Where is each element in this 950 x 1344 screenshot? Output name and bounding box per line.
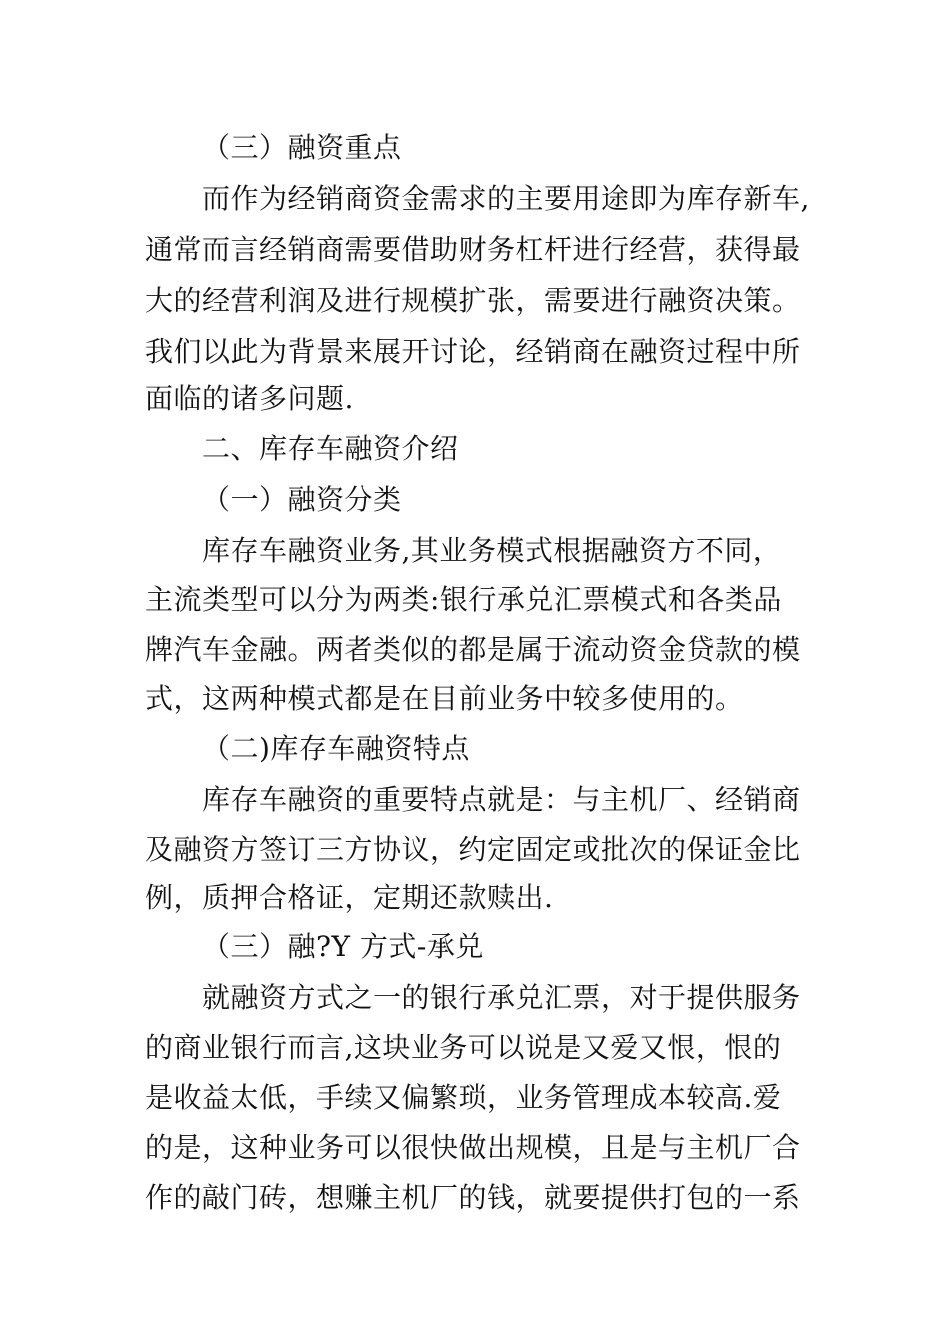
paragraph-line: 的商业银行而言,这块业务可以说是又爱又恨，恨的 <box>145 1031 782 1064</box>
paragraph-line: 库存车融资业务,其业务模式根据融资方不同， <box>202 534 782 567</box>
paragraph-line: 是收益太低，手续又偏繁琐，业务管理成本较高.爱 <box>145 1081 782 1114</box>
section-heading-financing-types: （一）融资分类 <box>202 483 402 516</box>
paragraph-line: 作的敲门砖，想赚主机厂的钱，就要提供打包的一系 <box>145 1181 801 1214</box>
section-heading-inventory-financing: 二、库存车融资介绍 <box>202 432 459 465</box>
section-heading-financing-focus: （三）融资重点 <box>202 131 402 164</box>
paragraph-line: 大的经营利润及进行规模扩张，需要进行融资决策。 <box>145 284 801 317</box>
paragraph-line: 库存车融资的重要特点就是：与主机厂、经销商 <box>202 783 801 816</box>
section-heading-financing-features: （二)库存车融资特点 <box>202 732 470 765</box>
paragraph-line: 的是，这种业务可以很快做出规模，且是与主机厂合 <box>145 1131 801 1164</box>
paragraph-line: 我们以此为背景来展开讨论，经销商在融资过程中所 <box>145 335 801 368</box>
paragraph-line: 式，这两种模式都是在目前业务中较多使用的。 <box>145 682 744 715</box>
paragraph-line: 例，质押合格证，定期还款赎出. <box>145 881 554 914</box>
paragraph-line: 及融资方签订三方协议，约定固定或批次的保证金比 <box>145 833 801 866</box>
paragraph-line: 面临的诸多问题. <box>145 382 354 415</box>
paragraph-line: 而作为经销商资金需求的主要用途即为库存新车, <box>202 182 810 215</box>
paragraph-line: 通常而言经销商需要借助财务杠杆进行经营，获得最 <box>145 233 801 266</box>
paragraph-line: 牌汽车金融。两者类似的都是属于流动资金贷款的模 <box>145 633 801 666</box>
paragraph-line: 就融资方式之一的银行承兑汇票，对于提供服务 <box>202 981 801 1014</box>
paragraph-line: 主流类型可以分为两类:银行承兑汇票模式和各类品 <box>145 583 782 616</box>
section-heading-financing-method: （三）融?Y 方式-承兑 <box>202 930 484 963</box>
